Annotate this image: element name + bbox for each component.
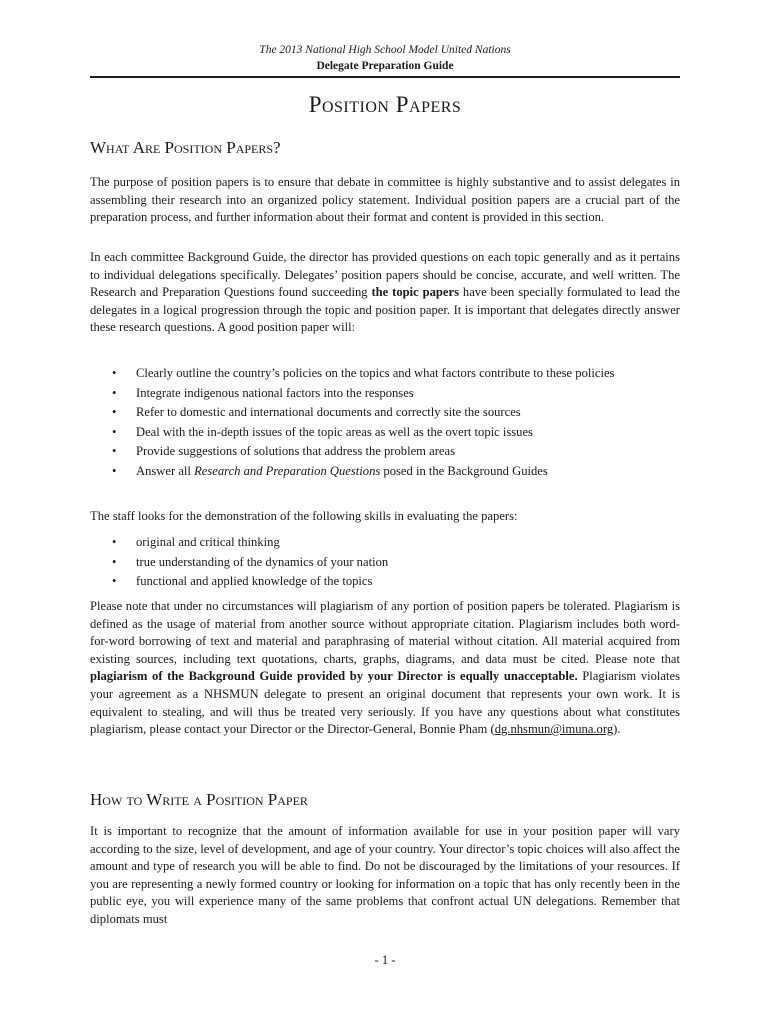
bullet-icon: • <box>112 463 117 478</box>
paragraph-background-guide-text-a: In each committee Background Guide, the director has provided questions on each topic generally and as it pertains to individual delegations specifically. Delegates’ position papers should be concise, accurate, and well written. The Research and Preparation Questions found succeeding <box>90 250 680 300</box>
email-link[interactable]: dg.nhsmun@imuna.org <box>494 722 614 737</box>
list-item-text: functional and applied knowledge of the topics <box>136 574 373 589</box>
list-item-text: Answer all <box>136 463 195 478</box>
list-item <box>110 385 680 403</box>
header-divider <box>90 76 680 78</box>
header-conference-title: The 2013 National High School Model United Nations <box>259 44 511 56</box>
page-number: - 1 - <box>374 953 396 967</box>
list-item <box>110 365 680 383</box>
skills-list <box>110 534 680 593</box>
list-item <box>110 554 680 572</box>
list-item-text: Deal with the in-depth issues of the topic areas as well as the overt topic issues <box>136 424 533 439</box>
bullet-icon: • <box>112 424 117 439</box>
list-item-text: Clearly outline the country’s policies on the topics and what factors contribute to these policies <box>136 366 615 380</box>
list-item-text: posed in the Background Guides <box>380 463 548 478</box>
list-item-text: original and critical thinking <box>136 535 280 549</box>
paragraph-plagiarism <box>90 598 680 739</box>
bullet-icon: • <box>112 385 117 400</box>
paragraph-background-guide-bold: the topic papers <box>371 285 459 300</box>
list-item-text: Refer to domestic and international documents and correctly site the sources <box>136 405 521 420</box>
list-item-text: true understanding of the dynamics of your nation <box>136 554 389 569</box>
list-item <box>110 424 680 442</box>
list-item-text: Provide suggestions of solutions that address the problem areas <box>136 444 455 459</box>
list-item <box>110 463 680 481</box>
paragraph-purpose: The purpose of position papers is to ensure that debate in committee is highly substantive and to assist delegates in assembling their research into an organized policy statement. Individual position papers are a crucial part of the preparation process, and further information about their format and content is provided in this section. <box>90 175 680 225</box>
bullet-icon: • <box>112 366 117 380</box>
bullet-icon: • <box>112 444 117 459</box>
paragraph-skills-intro: The staff looks for the demonstration of the following skills in evaluating the papers: <box>90 509 518 523</box>
bullet-icon: • <box>112 535 117 549</box>
section-heading-what-are: What Are Position Papers? <box>90 138 281 157</box>
paragraph-plagiarism-text-b: Plagiarism violates your agreement as a NHSMUN delegate to present an original document that represents your own work. It is equivalent to stealing, and will thus be treated very seriously. If you have any questions about what constitutes plagiarism, please contact your Director or the Director-General, Bonnie Pham ( <box>90 669 680 737</box>
list-item <box>110 534 680 552</box>
list-item <box>110 573 680 591</box>
section-heading-how-to-write: How to Write a Position Paper <box>90 790 308 809</box>
bullet-icon: • <box>112 554 117 569</box>
paragraph-information-available: It is important to recognize that the amount of information available for use in your position paper will vary according to the size, level of development, and age of your country. Your director’s topic choices will also affect the amount and type of research you will be able to find. Do not be discouraged by the limitations of your resources. If you are representing a newly formed country or looking for information on a topic that has only recently been in the public eye, you will experience many of the same problems that confront actual UN delegations. Remember that diplomats must <box>90 824 680 926</box>
good-paper-list <box>110 365 680 483</box>
header-guide-title: Delegate Preparation Guide <box>316 60 454 72</box>
list-item <box>110 443 680 461</box>
paragraph-plagiarism-bold: plagiarism of the Background Guide provided by your Director is equally unacceptable. <box>90 669 578 684</box>
paragraph-plagiarism-text-c: ). <box>613 722 621 737</box>
page-title: Position Papers <box>308 92 462 117</box>
list-item-text: Integrate indigenous national factors into the responses <box>136 385 414 400</box>
paragraph-background-guide <box>90 249 680 337</box>
paragraph-background-guide-text-b: have been specially formulated to lead the delegates in a logical progression through the topic and position paper. It is important that delegates directly answer these research questions. A good position paper will: <box>90 285 680 335</box>
bullet-icon: • <box>112 574 117 589</box>
bullet-icon: • <box>112 405 117 420</box>
list-item-italic: Research and Preparation Questions <box>194 463 381 478</box>
list-item <box>110 404 680 422</box>
paragraph-plagiarism-text-a: Please note that under no circumstances will plagiarism of any portion of position papers be tolerated. Plagiarism is defined as the usage of material from another source without appropriate citation. Plagiarism includes both word-for-word borrowing of text and material and paraphrasing of material without citation. All material acquired from existing sources, including text quotations, charts, graphs, diagrams, and data must be cited. Please note that <box>90 599 680 666</box>
